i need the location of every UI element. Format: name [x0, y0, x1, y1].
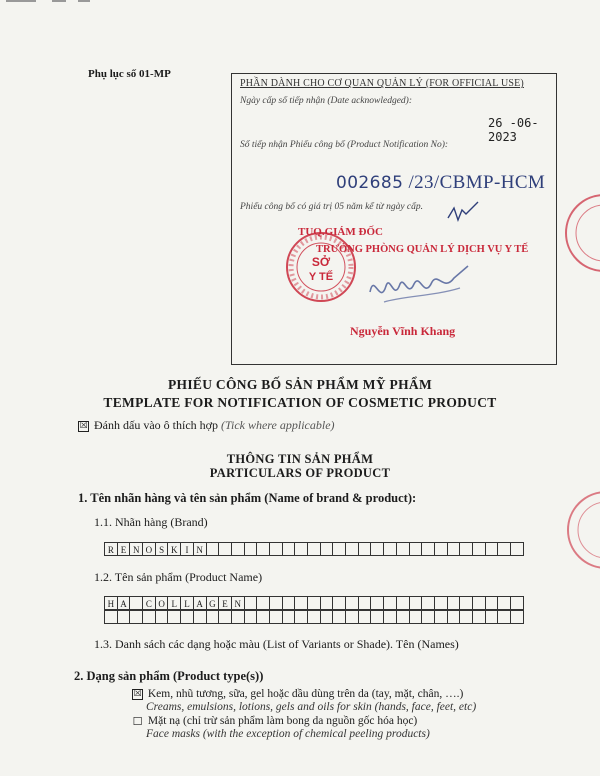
- official-use-title: PHẦN DÀNH CHO CƠ QUAN QUẢN LÝ (FOR OFFICIAL USE): [240, 78, 524, 89]
- grid-cell[interactable]: [447, 542, 461, 556]
- grid-cell[interactable]: [409, 596, 423, 610]
- grid-cell[interactable]: E: [218, 596, 232, 610]
- notification-number-suffix: /23/CBMP-HCM: [403, 172, 546, 193]
- initial-signature-icon: [444, 200, 484, 226]
- product-name-label: 1.2. Tên sản phẩm (Product Name): [94, 570, 263, 584]
- grid-cell[interactable]: N: [193, 542, 207, 556]
- grid-cell[interactable]: H: [104, 596, 118, 610]
- option-creams-en: [146, 701, 476, 713]
- grid-cell[interactable]: [244, 542, 258, 556]
- particulars-heading-en: PARTICULARS OF PRODUCT: [209, 466, 391, 480]
- brand-grid[interactable]: [105, 542, 524, 556]
- grid-cell[interactable]: [370, 610, 384, 624]
- grid-cell[interactable]: [332, 542, 346, 556]
- grid-cell[interactable]: [294, 542, 308, 556]
- director-signature-icon: [364, 262, 474, 314]
- grid-cell[interactable]: N: [231, 596, 245, 610]
- product-type-option-masks[interactable]: [132, 715, 417, 727]
- tick-instruction: [78, 418, 335, 433]
- grid-cell[interactable]: E: [117, 542, 131, 556]
- grid-cell[interactable]: [332, 596, 346, 610]
- grid-cell[interactable]: [320, 596, 334, 610]
- grid-cell[interactable]: A: [117, 596, 131, 610]
- grid-cell[interactable]: [129, 610, 143, 624]
- grid-cell[interactable]: [472, 610, 486, 624]
- grid-cell[interactable]: [307, 542, 321, 556]
- appendix-label: Phụ lục số 01-MP: [88, 68, 171, 80]
- seal-caption-line2: TRƯỞNG PHÒNG QUẢN LÝ DỊCH VỤ Y TẾ: [316, 244, 529, 255]
- grid-cell[interactable]: [332, 610, 346, 624]
- grid-cell[interactable]: S: [155, 542, 169, 556]
- edge-seal-fragment-icon: [556, 185, 600, 281]
- grid-cell[interactable]: [459, 596, 473, 610]
- grid-cell[interactable]: [409, 542, 423, 556]
- grid-cell[interactable]: [447, 596, 461, 610]
- option-masks-en-text: Face masks (with the exception of chemical peeling products): [146, 728, 430, 740]
- date-acknowledged-label: Ngày cấp số tiếp nhận (Date acknowledged):: [240, 96, 413, 106]
- grid-cell[interactable]: [434, 610, 448, 624]
- grid-cell[interactable]: [383, 610, 397, 624]
- grid-cell[interactable]: [307, 610, 321, 624]
- grid-cell[interactable]: [345, 596, 359, 610]
- option-creams-vi: Kem, nhũ tương, sữa, gel hoặc dầu dùng trên da (tay, mặt, chân, ….): [147, 688, 464, 700]
- validity-note: Phiếu công bố có giá trị 05 năm kể từ ngày cấp.: [240, 202, 424, 212]
- grid-cell[interactable]: [206, 542, 220, 556]
- grid-cell[interactable]: [345, 542, 359, 556]
- grid-cell[interactable]: [117, 610, 131, 624]
- seal-center-line2: Y TẾ: [308, 271, 334, 283]
- grid-cell[interactable]: [307, 596, 321, 610]
- grid-cell[interactable]: [282, 542, 296, 556]
- tick-instruction-en: (Tick where applicable): [220, 418, 335, 432]
- grid-cell[interactable]: [244, 596, 258, 610]
- grid-cell[interactable]: [256, 610, 270, 624]
- grid-cell[interactable]: [206, 610, 220, 624]
- grid-cell[interactable]: [370, 542, 384, 556]
- grid-cell[interactable]: [218, 542, 232, 556]
- edge-seal-fragment-icon: [556, 482, 600, 578]
- grid-cell[interactable]: [510, 610, 524, 624]
- grid-cell[interactable]: [282, 610, 296, 624]
- grid-cell[interactable]: [358, 610, 372, 624]
- tick-instruction-vi: Đánh dấu vào ô thích hợp: [94, 418, 218, 432]
- signer-name: Nguyễn Vĩnh Khang: [350, 324, 456, 338]
- grid-cell[interactable]: [396, 610, 410, 624]
- notification-number-stamp: [336, 172, 545, 194]
- grid-cell[interactable]: R: [104, 542, 118, 556]
- grid-cell[interactable]: [497, 596, 511, 610]
- grid-cell[interactable]: [421, 610, 435, 624]
- scan-edge-mark: [0, 0, 140, 4]
- document-title-vi: PHIẾU CÔNG BỐ SẢN PHẨM MỸ PHẨM: [168, 377, 432, 392]
- section-1-heading-vi: 1. Tên nhãn hàng và tên sản phẩm: [78, 491, 262, 505]
- product-type-option-creams[interactable]: [132, 688, 463, 700]
- grid-cell[interactable]: [421, 542, 435, 556]
- grid-cell[interactable]: [256, 596, 270, 610]
- grid-cell[interactable]: [244, 610, 258, 624]
- section-2-heading-en: (Product type(s)): [173, 669, 264, 683]
- particulars-heading-vi: THÔNG TIN SẢN PHẨM: [226, 452, 374, 466]
- grid-cell[interactable]: [129, 596, 143, 610]
- grid-cell[interactable]: [256, 542, 270, 556]
- grid-cell[interactable]: A: [193, 596, 207, 610]
- grid-cell[interactable]: [472, 596, 486, 610]
- brand-label: 1.1. Nhãn hàng (Brand): [94, 515, 208, 529]
- grid-cell[interactable]: [231, 610, 245, 624]
- grid-cell[interactable]: [383, 542, 397, 556]
- grid-cell[interactable]: [409, 610, 423, 624]
- official-seal-icon: [284, 230, 358, 304]
- grid-cell[interactable]: [155, 610, 169, 624]
- seal-caption-line1: TUQ.GIÁM ĐỐC: [298, 226, 383, 238]
- product-name-grid-row1[interactable]: [105, 596, 524, 610]
- section-1-heading-en: (Name of brand & product):: [264, 491, 417, 505]
- grid-cell[interactable]: [218, 610, 232, 624]
- grid-cell[interactable]: [269, 610, 283, 624]
- grid-cell[interactable]: [497, 610, 511, 624]
- grid-cell[interactable]: N: [129, 542, 143, 556]
- official-use-box: [231, 73, 557, 365]
- grid-cell[interactable]: [269, 596, 283, 610]
- grid-cell[interactable]: [396, 542, 410, 556]
- checked-box-icon: ☒: [79, 420, 88, 431]
- product-name-grid-row2[interactable]: [105, 610, 524, 624]
- grid-cell[interactable]: [434, 596, 448, 610]
- grid-cell[interactable]: [282, 596, 296, 610]
- grid-cell[interactable]: [231, 542, 245, 556]
- notification-number-label: Số tiếp nhận Phiếu công bố (Product Notification No):: [240, 140, 449, 150]
- option-masks-en: [146, 728, 430, 740]
- grid-cell[interactable]: [294, 610, 308, 624]
- grid-cell[interactable]: [193, 610, 207, 624]
- grid-cell[interactable]: [180, 610, 194, 624]
- grid-cell[interactable]: [167, 610, 181, 624]
- grid-cell[interactable]: [510, 596, 524, 610]
- grid-cell[interactable]: [459, 610, 473, 624]
- seal-center-line1: SỞ: [311, 255, 331, 269]
- grid-cell[interactable]: [396, 596, 410, 610]
- grid-cell[interactable]: [421, 596, 435, 610]
- grid-cell[interactable]: [383, 596, 397, 610]
- grid-cell[interactable]: [459, 542, 473, 556]
- section-2-heading: [74, 669, 263, 684]
- grid-cell[interactable]: [370, 596, 384, 610]
- grid-cell[interactable]: [485, 610, 499, 624]
- grid-cell[interactable]: [142, 610, 156, 624]
- grid-cell[interactable]: I: [180, 542, 194, 556]
- grid-cell[interactable]: K: [167, 542, 181, 556]
- grid-cell[interactable]: [472, 542, 486, 556]
- grid-cell[interactable]: [485, 596, 499, 610]
- grid-cell[interactable]: [358, 542, 372, 556]
- grid-cell[interactable]: G: [206, 596, 220, 610]
- grid-cell[interactable]: L: [180, 596, 194, 610]
- variants-label: 1.3. Danh sách các dạng hoặc màu (List of Variants or Shade). Tên (Names): [94, 637, 459, 651]
- grid-cell[interactable]: [104, 610, 118, 624]
- section-1-heading: [78, 491, 416, 506]
- section-2-heading-vi: 2. Dạng sản phẩm: [74, 669, 170, 683]
- grid-cell[interactable]: [447, 610, 461, 624]
- grid-cell[interactable]: O: [155, 596, 169, 610]
- grid-cell[interactable]: [320, 542, 334, 556]
- checked-box-icon[interactable]: ☒: [133, 688, 142, 699]
- grid-cell[interactable]: [434, 542, 448, 556]
- grid-cell[interactable]: [358, 596, 372, 610]
- grid-cell[interactable]: [294, 596, 308, 610]
- grid-cell[interactable]: [345, 610, 359, 624]
- grid-cell[interactable]: O: [142, 542, 156, 556]
- document-title-en: TEMPLATE FOR NOTIFICATION OF COSMETIC PRODUCT: [103, 395, 497, 410]
- grid-cell[interactable]: [320, 610, 334, 624]
- notification-number-digits: 002685: [336, 173, 404, 193]
- option-masks-vi: Mặt nạ (chỉ trừ sản phẩm làm bong da nguồn gốc hóa học): [147, 715, 418, 727]
- grid-cell[interactable]: [497, 542, 511, 556]
- grid-cell[interactable]: C: [142, 596, 156, 610]
- unchecked-box-icon[interactable]: ☐: [132, 714, 143, 728]
- grid-cell[interactable]: [485, 542, 499, 556]
- grid-cell[interactable]: [269, 542, 283, 556]
- option-creams-en-text: Creams, emulsions, lotions, gels and oils for skin (hands, face, feet, etc): [146, 701, 477, 713]
- date-acknowledged-stamp: 26 -06- 2023: [488, 116, 539, 144]
- grid-cell[interactable]: L: [167, 596, 181, 610]
- grid-cell[interactable]: [510, 542, 524, 556]
